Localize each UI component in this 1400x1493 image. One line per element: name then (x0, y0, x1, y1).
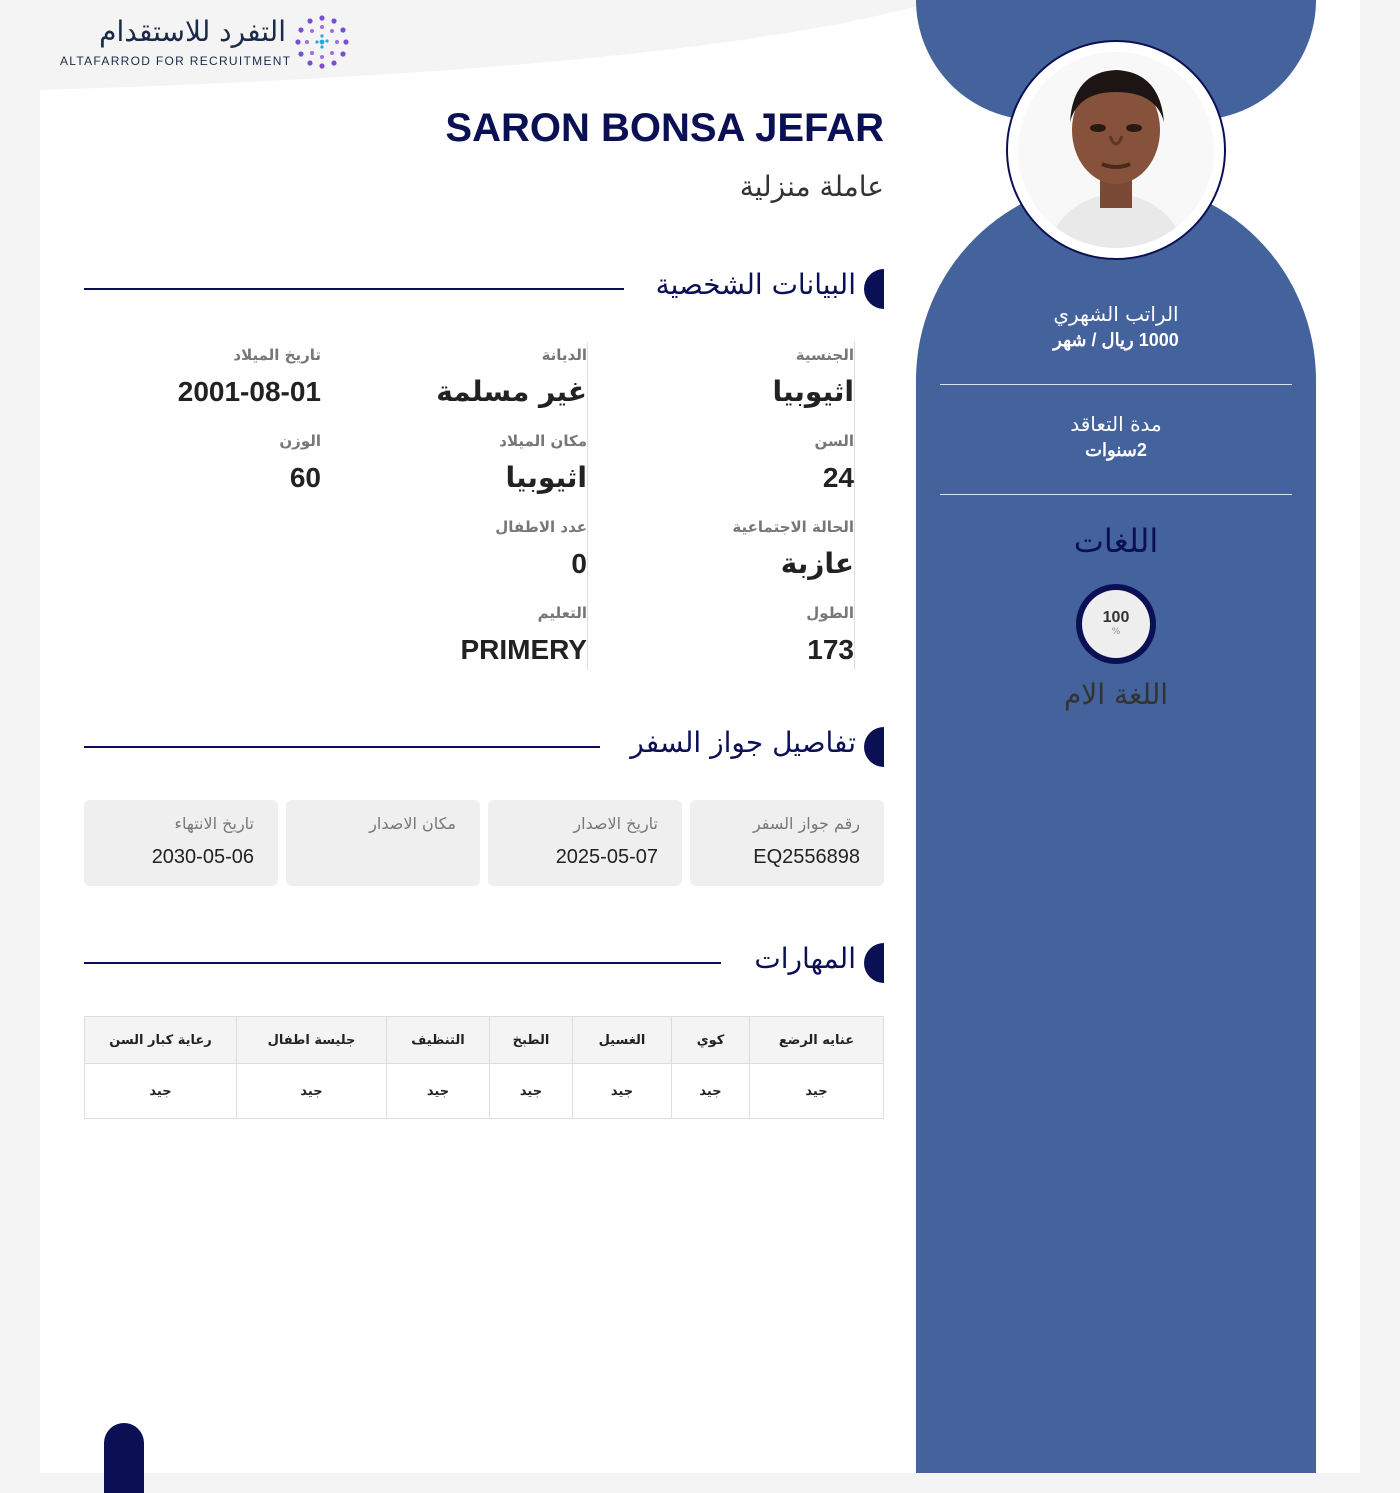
info-label: الوزن (279, 432, 321, 450)
info-value: 173 (807, 634, 854, 665)
info-birthdate (84, 342, 321, 428)
skill-header: عنايه الرضع (750, 1017, 884, 1064)
info-value: غير مسلمة (436, 375, 587, 408)
info-label: تاريخ الميلاد (233, 346, 321, 364)
salary-label: الراتب الشهري (1053, 302, 1179, 326)
info-birthplace (352, 428, 587, 514)
skill-header: رعاية كبار السن (85, 1017, 237, 1064)
passport-value: EQ2556898 (753, 846, 860, 868)
skill-value: جيد (237, 1064, 387, 1119)
language-level-ring (1076, 584, 1156, 664)
sidebar (916, 0, 1316, 1473)
company-logo (60, 12, 350, 72)
salary-value: 1000 ريال / شهر (1053, 330, 1179, 350)
info-age (618, 428, 854, 514)
info-value: عازبة (780, 547, 854, 580)
skills-header-row (85, 1017, 884, 1064)
info-value: 24 (822, 462, 854, 493)
decorative-pill (104, 1423, 144, 1493)
sidebar-panel (916, 180, 1316, 1473)
photo-frame (1006, 40, 1226, 260)
passport-expiry-card (84, 800, 278, 886)
sidebar-divider (940, 384, 1292, 385)
section-rule (84, 962, 721, 964)
info-label: التعليم (537, 604, 587, 622)
personal-column-3 (84, 342, 321, 670)
skill-value: جيد (750, 1064, 884, 1119)
info-children (352, 514, 587, 600)
passport-label: مكان الاصدار (369, 814, 456, 833)
contract-block (940, 412, 1292, 461)
info-value: اثيوبيا (505, 461, 587, 494)
sidebar-divider (940, 494, 1292, 495)
skill-header: الطبخ (490, 1017, 573, 1064)
info-education (352, 600, 587, 686)
info-marital-status (618, 514, 854, 600)
passport-section-title: تفاصيل جواز السفر (630, 726, 856, 759)
passport-label: تاريخ الانتهاء (174, 814, 254, 833)
contract-label: مدة التعاقد (1070, 412, 1162, 436)
logo-english-text: ALTAFARROD FOR RECRUITMENT (60, 54, 292, 68)
passport-issue-date-card (488, 800, 682, 886)
skill-value: جيد (490, 1064, 573, 1119)
skill-value: جيد (387, 1064, 490, 1119)
job-title: عاملة منزلية (739, 170, 884, 203)
skill-header: كوي (672, 1017, 750, 1064)
salary-block (940, 302, 1292, 351)
personal-section-title: البيانات الشخصية (655, 268, 856, 301)
info-nationality (618, 342, 854, 428)
info-label: الديانة (541, 346, 587, 364)
skills-value-row (85, 1064, 884, 1119)
info-label: الحالة الاجتماعية (732, 518, 854, 536)
skill-header: الغسيل (573, 1017, 672, 1064)
info-weight (84, 428, 321, 514)
skill-header: التنظيف (387, 1017, 490, 1064)
languages-title: اللغات (1073, 522, 1159, 560)
passport-label: تاريخ الاصدار (573, 814, 658, 833)
logo-arabic-text: التفرد للاستقدام (99, 15, 286, 48)
info-label: الطول (806, 604, 854, 622)
info-label: الجنسية (795, 346, 854, 364)
info-value: اثيوبيا (772, 375, 854, 408)
personal-column-2 (352, 342, 588, 670)
passport-number-card (690, 800, 884, 886)
info-label: السن (814, 432, 854, 450)
passport-value: 2030-05-06 (151, 846, 254, 868)
dotted-circle-logo-icon (294, 14, 350, 70)
passport-issue-place-card (286, 800, 480, 886)
skills-section-title: المهارات (754, 942, 856, 975)
info-label: عدد الاطفال (495, 518, 587, 536)
language-name: اللغة الام (1063, 678, 1169, 711)
language-percent-sign: % (1111, 627, 1121, 637)
worker-photo (1018, 52, 1214, 248)
info-value: 2001-08-01 (177, 376, 321, 407)
passport-value: 2025-05-07 (555, 846, 658, 868)
info-label: مكان الميلاد (499, 432, 587, 450)
skills-table (84, 1016, 884, 1119)
skill-value: جيد (85, 1064, 237, 1119)
personal-column-1 (618, 342, 855, 670)
worker-portrait-icon (1018, 52, 1214, 248)
section-rule (84, 746, 600, 748)
contract-value: 2سنوات (1085, 440, 1147, 460)
info-value: PRIMERY (460, 634, 587, 665)
info-value: 60 (289, 462, 321, 493)
skill-header: جليسة اطفال (237, 1017, 387, 1064)
passport-label: رقم جواز السفر (752, 814, 860, 833)
info-value: 0 (571, 548, 587, 579)
section-rule (84, 288, 624, 290)
info-religion (352, 342, 587, 428)
language-percent: 100 (1102, 609, 1130, 626)
skill-value: جيد (573, 1064, 672, 1119)
skill-value: جيد (672, 1064, 750, 1119)
language-level-inner (1082, 590, 1150, 658)
worker-name: SARON BONSA JEFAR (445, 106, 884, 150)
info-height (618, 600, 854, 686)
